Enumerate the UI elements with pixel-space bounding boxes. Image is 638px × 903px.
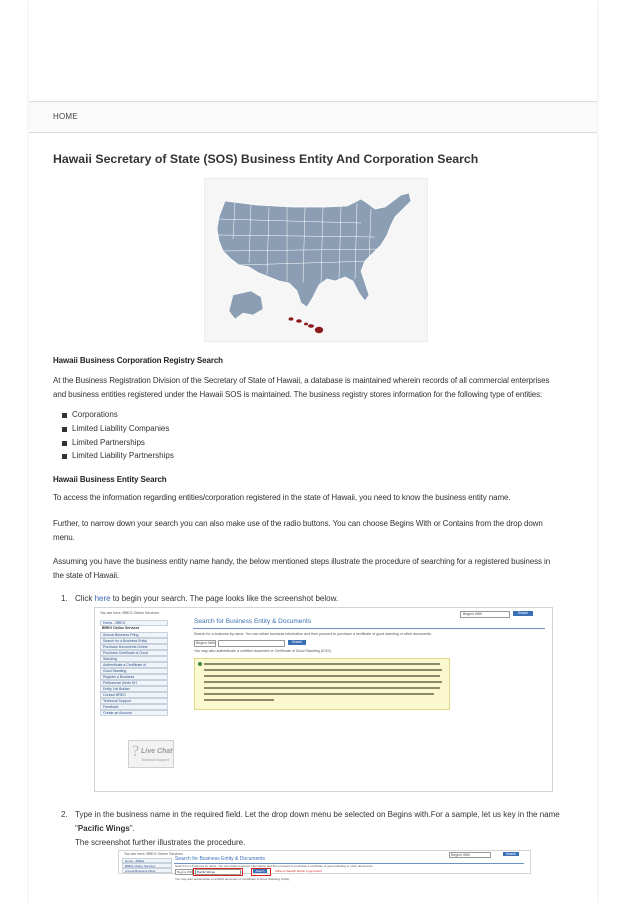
- usa-map-image: [204, 178, 428, 342]
- step-number: 1.: [61, 594, 68, 603]
- screenshot-breadcrumb: You are here: BREG Online Services: [124, 852, 183, 856]
- registry-paragraph-line1: At the Business Registration Division of the Secretary of State of Hawaii, a database is maintained wherein records of all commercial enterprises: [53, 376, 550, 385]
- screenshot-also: You may also authenticate a certified document or Certificate of Good Standing (CGS).: [175, 877, 291, 881]
- here-link[interactable]: here: [94, 594, 111, 603]
- sidebar-item: Annual Business Filing: [122, 868, 172, 873]
- list-item: Limited Liability Partnerships: [53, 449, 174, 463]
- page-title: Hawaii Secretary of State (SOS) Business Entity And Corporation Search: [53, 152, 479, 166]
- registry-paragraph: [53, 374, 575, 402]
- page: HOME Hawaii Secretary of State (SOS) Business Entity And Corporation Search Hawaii Business Corporation Registry Search At the Business Registration Division of the Secretary of State of Hawaii, a database is maintained wherein records of all commercial enterprises and business entities registered under the Hawaii SOS is maintained. The business registry stores information for the following type of entities: Corporations Limited Liability Companies Limited Partnerships Limited Liability Partnerships Hawaii Business Entity Search To access the information regarding entities/corporation registered in the state of Hawaii, you need to know the business entity name. Further, to narrow down your search you can also make use of the radio buttons. You can choose Begins With or Contains from the drop down menu. Assuming you have the business entity name handy, the below mentioned steps illustrate the procedure of searching for a registered business in the state of Hawaii. 1. Click here to begin your search. The page looks like the screenshot below. You are here: BREG Online Services Begins With Search Home - BREG BREG Online Services Annual Business Filing Search for a Business Entity Purchase Documents Online Purchase Certificate of Good Standing Authenticate a Certificate of Good Standing Register a Business Pelikommei Alerts SH Entity List Builder Contact BREG Technical Support Feedback Create an Account Search for Business Entity & Documents Search for a business by name. You can obtain business information and then proceed to purchase a certificate of good standing or other documents. Begins With Search You may also authenticate a certified document or Certificate of Good Standing (CGS). ? Live Chat Technical Support 2. Type in the business name in the required field. Let the drop down menu be selected on Begins with.For a sample, let us key in the name "Pacific Wings". The screenshot further illustrates the procedure. You are here: BREG Online Services Begins With Search Search for Business Entity & Documents Home - BREG BREG Online Services Annual Business Filing Search for a business by name. You can obtain business information and then proceed to purchase a certificate of good standing or other documents. Begins With Pacific Wings Search Click on Search button to get result You may also authenticate a certified document or Certificate of Good Standing (CGS).: [29, 0, 597, 903]
- entity-search-paragraph-3: Assuming you have the business entity name handy, the below mentioned steps illustrate the procedure of searching for a registered business in the state of Hawaii.: [53, 557, 551, 580]
- entity-search-paragraph-1: To access the information regarding entities/corporation registered in the state of Hawaii, you need to know the business entity name.: [53, 493, 511, 502]
- usa-map-svg: [205, 179, 427, 341]
- screenshot-search-button: Search: [503, 852, 519, 856]
- highlight-box: [251, 868, 271, 876]
- registry-paragraph-line2: and business entities registered under the Hawaii SOS is maintained. The business registry stores information for the following type of entities:: [53, 390, 543, 399]
- screenshot-header: Search for Business Entity & Documents: [175, 856, 266, 862]
- entity-search-paragraph-2: Further, to narrow down your search you can also make use of the radio buttons. You can choose Begins With or Contains from the drop down menu.: [53, 519, 543, 542]
- highlight-box: [193, 868, 243, 876]
- list-item: Limited Liability Companies: [53, 422, 174, 436]
- search-page-screenshot-2: [118, 850, 531, 881]
- screenshot-select: Begins With: [177, 870, 194, 874]
- step-number: 2.: [61, 810, 68, 819]
- list-item: Limited Partnerships: [53, 436, 174, 450]
- search-page-screenshot-1: You are here: BREG Online Services Begins With Search Home - BREG BREG Online Services Annual Business Filing Search for a Business Entity Purchase Documents Online Purchase Certificate of Good Standing Authenticate a Certificate of Good Standing Register a Business Pelikommei Alerts SH Entity List Builder Contact BREG Technical Support Feedback Create an Account Search for Business Entity & Documents Search for a business by name. You can obtain business information and then proceed to purchase a certificate of good standing or other documents. Begins With Search You may also authenticate a certified document or Certificate of Good Standing (CGS). ? Live Chat Technical Support: [94, 607, 553, 792]
- screenshot-name-input: Pacific Wings: [195, 869, 241, 875]
- live-chat-badge: ? Live Chat Technical Support: [128, 740, 174, 768]
- screenshot-hint: Search for a business by name. You can obtain business information and then proceed to purchase a certificate of good standing or other documents.: [175, 864, 374, 868]
- section-heading-entity-search: Hawaii Business Entity Search: [53, 475, 167, 484]
- nav-home-link[interactable]: HOME: [53, 112, 78, 121]
- list-item: Corporations: [53, 408, 174, 422]
- screenshot-dropdown: Begins With: [449, 852, 491, 858]
- sidebar-item: Home - BREG: [122, 858, 172, 863]
- sidebar-item: BREG Online Services: [122, 863, 172, 868]
- screenshot-annotation: Click on Search button to get result: [275, 869, 322, 873]
- entity-type-list: [53, 408, 174, 463]
- section-heading-registry: Hawaii Business Corporation Registry Search: [53, 356, 223, 365]
- top-nav-bar: [29, 101, 597, 133]
- screenshot-search-button: Search: [253, 869, 267, 873]
